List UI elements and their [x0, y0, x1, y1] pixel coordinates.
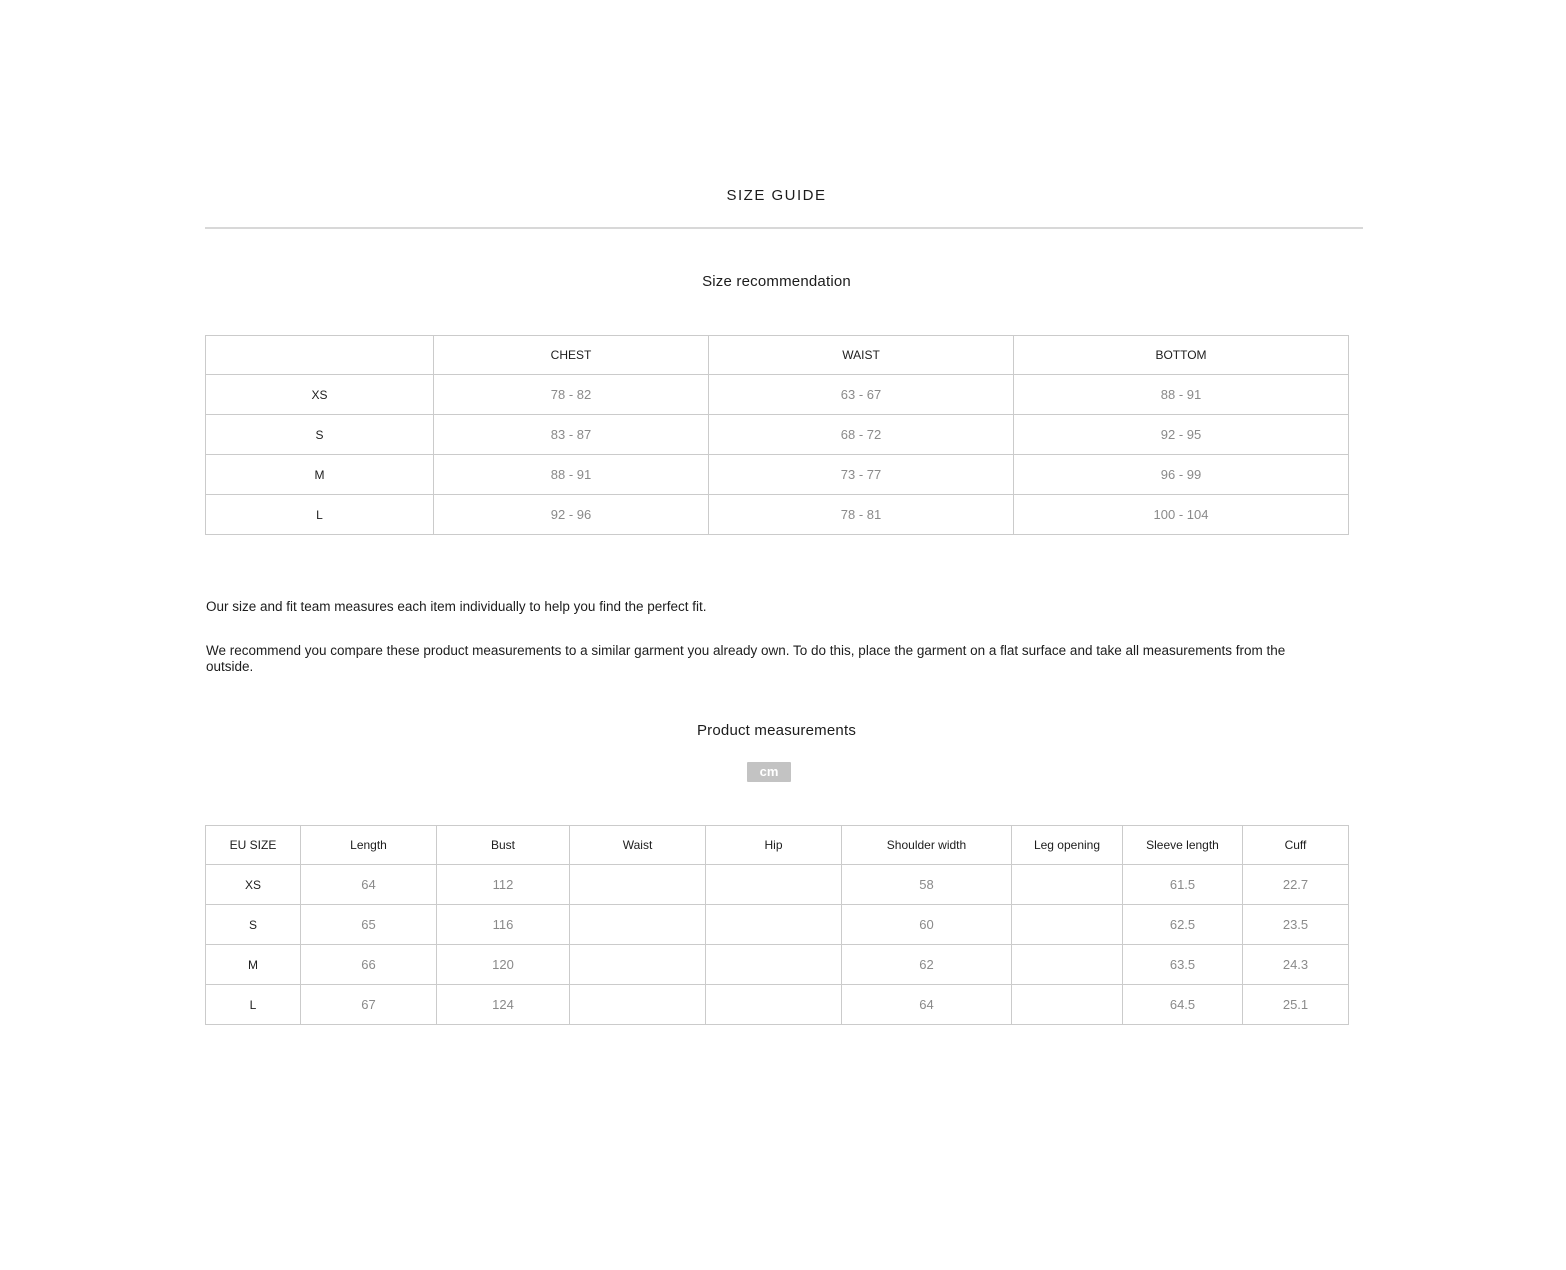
measurement-cell: [706, 945, 842, 985]
size-label: L: [206, 495, 434, 535]
measurement-cell: [706, 905, 842, 945]
size-recommendation-table: [205, 335, 1349, 535]
fit-team-note: Our size and fit team measures each item individually to help you find the perfect fit.: [206, 599, 707, 614]
table-row: [206, 905, 1349, 945]
measurement-cell: 67: [301, 985, 437, 1025]
measurement-cell: [706, 865, 842, 905]
measurement-cell: 92 - 96: [434, 495, 709, 535]
measurement-cell: 92 - 95: [1014, 415, 1349, 455]
measurement-cell: 25.1: [1243, 985, 1349, 1025]
size-label: L: [206, 985, 301, 1025]
measurement-cell: 24.3: [1243, 945, 1349, 985]
measurement-cell: 63 - 67: [709, 375, 1014, 415]
column-header: Sleeve length: [1123, 826, 1243, 865]
measurement-cell: 83 - 87: [434, 415, 709, 455]
measurement-cell: 120: [437, 945, 570, 985]
table-row: [206, 375, 1349, 415]
measurement-cell: 96 - 99: [1014, 455, 1349, 495]
measurement-cell: 88 - 91: [1014, 375, 1349, 415]
column-header: Bust: [437, 826, 570, 865]
size-label: S: [206, 905, 301, 945]
column-header: WAIST: [709, 336, 1014, 375]
measurement-cell: [1012, 985, 1123, 1025]
measurement-cell: 60: [842, 905, 1012, 945]
measurement-cell: 88 - 91: [434, 455, 709, 495]
size-recommendation-heading: Size recommendation: [702, 273, 851, 290]
measurement-cell: 62.5: [1123, 905, 1243, 945]
column-header: Length: [301, 826, 437, 865]
size-label: XS: [206, 375, 434, 415]
header-row: [206, 826, 1349, 865]
measurement-cell: [1012, 865, 1123, 905]
measurement-cell: 66: [301, 945, 437, 985]
size-label: M: [206, 455, 434, 495]
table-row: [206, 415, 1349, 455]
table-row: [206, 495, 1349, 535]
measurement-cell: 124: [437, 985, 570, 1025]
size-label: XS: [206, 865, 301, 905]
table-row: [206, 455, 1349, 495]
measurement-cell: [570, 985, 706, 1025]
measurement-cell: 64: [842, 985, 1012, 1025]
measurement-cell: 73 - 77: [709, 455, 1014, 495]
table-row: [206, 865, 1349, 905]
measurement-cell: [706, 985, 842, 1025]
measurement-cell: 78 - 81: [709, 495, 1014, 535]
unit-cm-button[interactable]: cm: [747, 762, 791, 782]
measurement-cell: [570, 905, 706, 945]
measurement-cell: 100 - 104: [1014, 495, 1349, 535]
column-header: Hip: [706, 826, 842, 865]
measurement-cell: 22.7: [1243, 865, 1349, 905]
measurement-cell: 61.5: [1123, 865, 1243, 905]
column-header: Shoulder width: [842, 826, 1012, 865]
column-header: [206, 336, 434, 375]
measurement-cell: 64.5: [1123, 985, 1243, 1025]
column-header: Leg opening: [1012, 826, 1123, 865]
measurement-cell: 65: [301, 905, 437, 945]
measurement-cell: 63.5: [1123, 945, 1243, 985]
page-title: SIZE GUIDE: [726, 187, 827, 204]
column-header: EU SIZE: [206, 826, 301, 865]
product-measurements-table: [205, 825, 1349, 1025]
column-header: Cuff: [1243, 826, 1349, 865]
measurement-cell: 116: [437, 905, 570, 945]
measurement-cell: [570, 865, 706, 905]
column-header: BOTTOM: [1014, 336, 1349, 375]
column-header: Waist: [570, 826, 706, 865]
title-divider: [205, 227, 1363, 229]
column-header: CHEST: [434, 336, 709, 375]
measurement-cell: 23.5: [1243, 905, 1349, 945]
measurement-cell: 78 - 82: [434, 375, 709, 415]
measurement-cell: 68 - 72: [709, 415, 1014, 455]
product-measurements-heading: Product measurements: [696, 722, 857, 739]
table-row: [206, 945, 1349, 985]
measurement-instructions-note: We recommend you compare these product measurements to a similar garment you already own. To do this, place the garment on a flat surface and take all measurements from the outside.: [206, 643, 1286, 674]
measurement-cell: [570, 945, 706, 985]
size-label: M: [206, 945, 301, 985]
measurement-cell: [1012, 945, 1123, 985]
measurement-cell: 58: [842, 865, 1012, 905]
size-label: S: [206, 415, 434, 455]
measurement-cell: [1012, 905, 1123, 945]
measurement-cell: 112: [437, 865, 570, 905]
table-row: [206, 985, 1349, 1025]
measurement-cell: 62: [842, 945, 1012, 985]
header-row: [206, 336, 1349, 375]
measurement-cell: 64: [301, 865, 437, 905]
